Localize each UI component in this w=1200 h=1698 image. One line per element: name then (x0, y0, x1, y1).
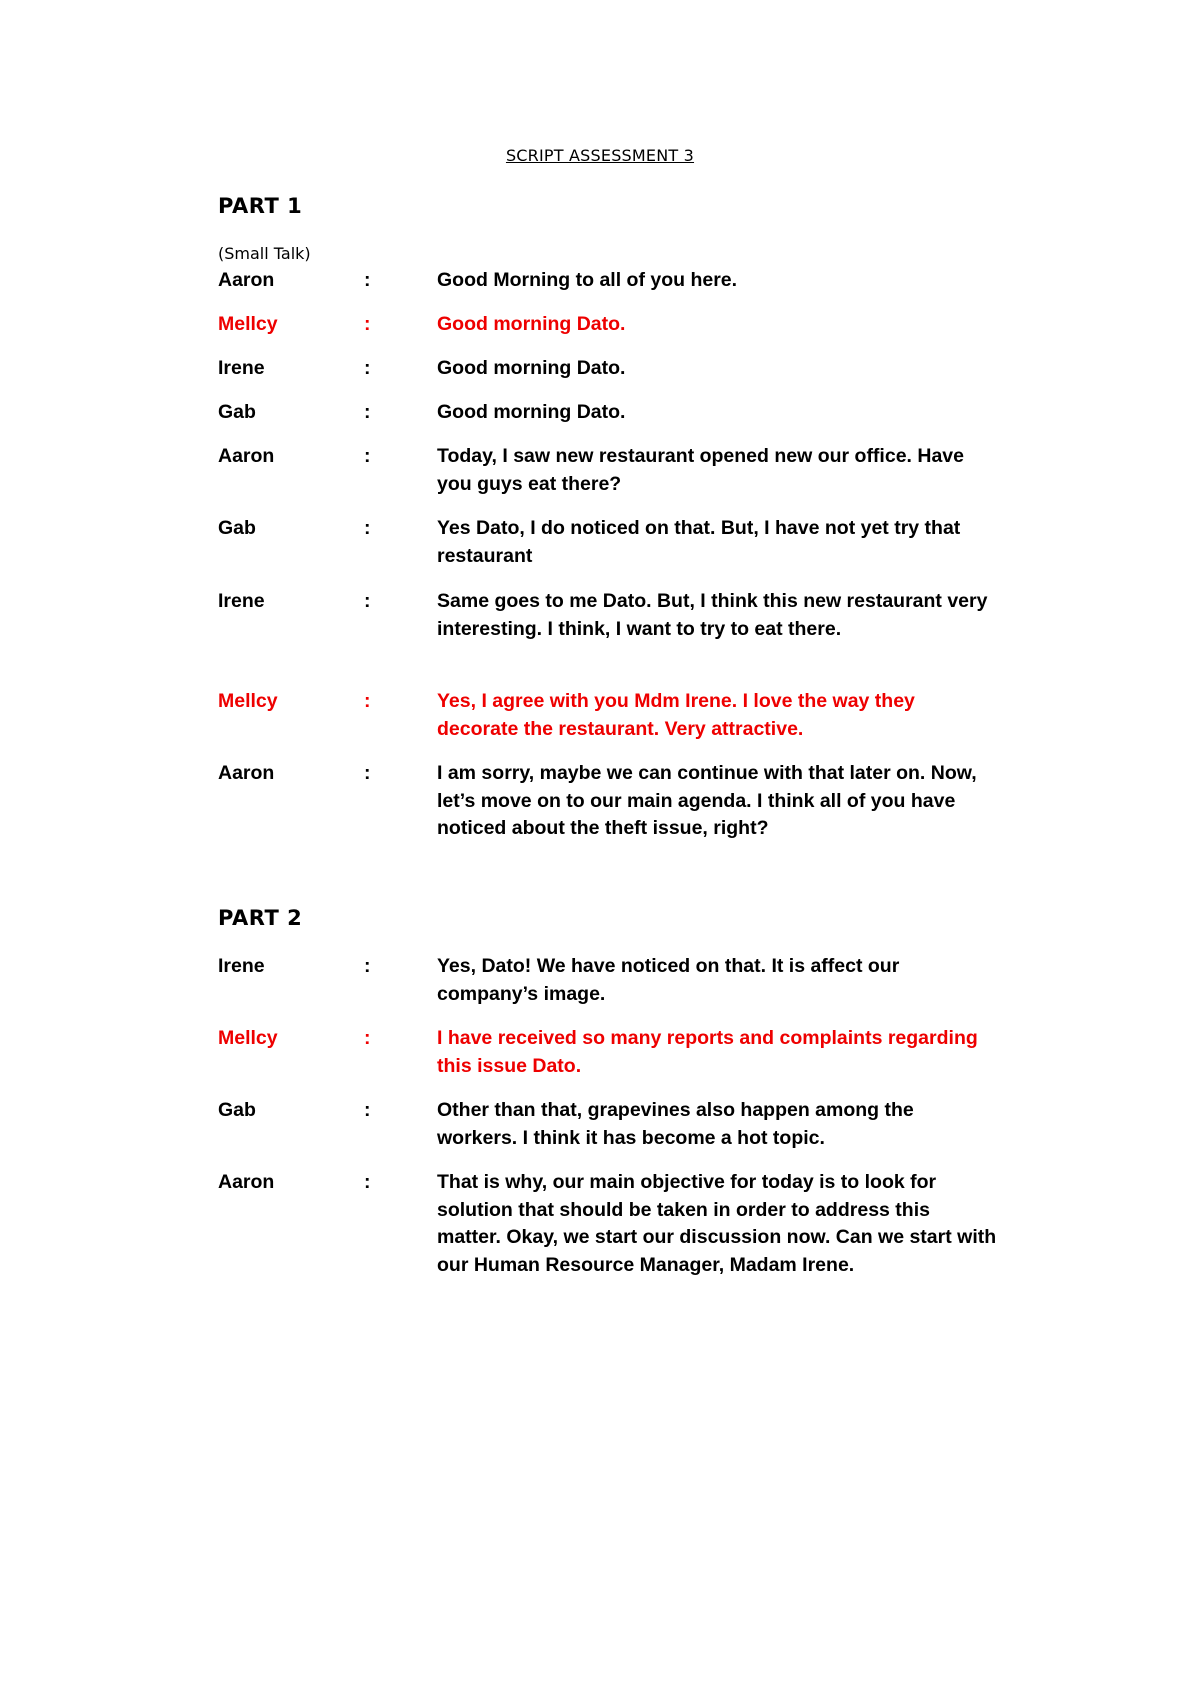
dialogue-text: Today, I saw new restaurant opened new our office. Have you guys eat there? (437, 445, 964, 495)
speaker-name: Mellcy (218, 1027, 278, 1049)
speaker-name: Gab (218, 401, 256, 423)
dialogue-text: Yes, I agree with you Mdm Irene. I love the way they decorate the restaurant. Very attractive. (437, 690, 915, 740)
speaker-colon: : (364, 690, 371, 712)
speaker-colon: : (364, 269, 371, 291)
speaker-name: Irene (218, 590, 265, 612)
speaker-name: Gab (218, 517, 256, 539)
dialogue-text: I have received so many reports and complaints regarding this issue Dato. (437, 1027, 978, 1077)
speaker-colon: : (364, 445, 371, 467)
speaker-name: Irene (218, 955, 265, 977)
speaker-name: Aaron (218, 445, 275, 467)
speaker-colon: : (364, 401, 371, 423)
part-note: (Small Talk) (218, 244, 311, 263)
dialogue-text: Yes, Dato! We have noticed on that. It is affect our company’s image. (437, 955, 900, 1005)
dialogue-text: Good morning Dato. (437, 357, 626, 379)
dialogue-text: Yes Dato, I do noticed on that. But, I have not yet try that restaurant (437, 517, 961, 567)
speaker-colon: : (364, 955, 371, 977)
speaker-name: Mellcy (218, 690, 278, 712)
speaker-colon: : (364, 1171, 371, 1193)
speaker-colon: : (364, 590, 371, 612)
dialogue-text: Good morning Dato. (437, 401, 626, 423)
speaker-name: Aaron (218, 1171, 275, 1193)
speaker-colon: : (364, 1099, 371, 1121)
dialogue-text: That is why, our main objective for today is to look for solution that should be taken in order to address this matter. Okay, we start our discussion now. Can we start with our Human Resource Manager, Madam Irene. (437, 1171, 997, 1276)
dialogue-text: I am sorry, maybe we can continue with that later on. Now, let’s move on to our main agenda. I think all of you have noticed about the theft issue, right? (437, 762, 977, 839)
speaker-colon: : (364, 762, 371, 784)
speaker-name: Gab (218, 1099, 256, 1121)
speaker-name: Aaron (218, 269, 275, 291)
speaker-colon: : (364, 313, 371, 335)
part-heading: PART 2 (218, 906, 303, 930)
dialogue-text: Good morning Dato. (437, 313, 626, 335)
part-heading: PART 1 (218, 194, 303, 218)
speaker-name: Aaron (218, 762, 275, 784)
speaker-name: Mellcy (218, 313, 278, 335)
dialogue-text: Same goes to me Dato. But, I think this new restaurant very interesting. I think, I want to try to eat there. (437, 590, 988, 640)
document-title: SCRIPT ASSESSMENT 3 (505, 146, 695, 165)
speaker-colon: : (364, 1027, 371, 1049)
dialogue-text: Good Morning to all of you here. (437, 269, 738, 291)
speaker-name: Irene (218, 357, 265, 379)
speaker-colon: : (364, 517, 371, 539)
speaker-colon: : (364, 357, 371, 379)
dialogue-text: Other than that, grapevines also happen among the workers. I think it has become a hot topic. (437, 1099, 914, 1149)
